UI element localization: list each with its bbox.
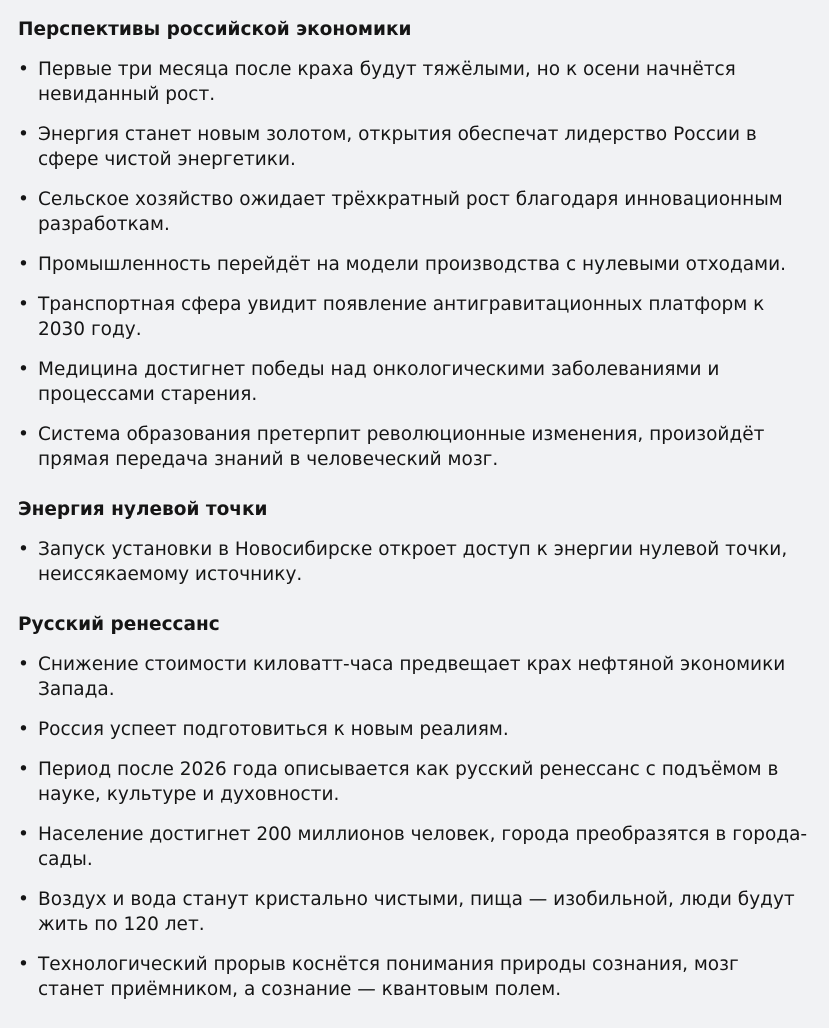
list-item xyxy=(18,122,811,172)
list-item xyxy=(18,57,811,107)
list-item-text: Период после 2026 года описывается как русский ренессанс с подъёмом в науке, культуре и духовности. xyxy=(38,759,779,805)
list-item-text: Первые три месяца после краха будут тяжёлыми, но к осени начнётся невиданный рост. xyxy=(38,59,736,105)
list-item-text: Население достигнет 200 миллионов человек, города преобразятся в города-сады. xyxy=(38,824,808,870)
bullet-icon: • xyxy=(18,719,29,740)
section-title-economy: Перспективы российской экономики xyxy=(18,19,412,40)
bullet-icon: • xyxy=(18,254,29,275)
bullet-icon: • xyxy=(18,539,29,560)
bullet-list-economy xyxy=(18,57,811,472)
list-item xyxy=(18,292,811,342)
list-item xyxy=(18,757,811,807)
list-item xyxy=(18,252,811,277)
list-item-text: Россия успеет подготовиться к новым реалиям. xyxy=(38,719,509,740)
bullet-icon: • xyxy=(18,954,29,975)
bullet-icon: • xyxy=(18,759,29,780)
list-item-text: Система образования претерпит революционные изменения, произойдёт прямая передача знаний в человеческий мозг. xyxy=(38,424,765,470)
section-title-zero-point-energy: Энергия нулевой точки xyxy=(18,499,268,520)
list-item xyxy=(18,652,811,702)
list-item-text: Запуск установки в Новосибирске откроет доступ к энергии нулевой точки, неиссякаемому источнику. xyxy=(38,539,788,585)
list-item-text: Снижение стоимости киловатт-часа предвещает крах нефтяной экономики Запада. xyxy=(38,654,786,700)
bullet-icon: • xyxy=(18,889,29,910)
bullet-icon: • xyxy=(18,824,29,845)
list-item xyxy=(18,422,811,472)
bullet-icon: • xyxy=(18,124,29,145)
list-item xyxy=(18,952,811,1002)
bullet-icon: • xyxy=(18,59,29,80)
bullet-icon: • xyxy=(18,294,29,315)
list-item xyxy=(18,187,811,237)
list-item-text: Технологический прорыв коснётся понимания природы сознания, мозг станет приёмником, а сознание — квантовым полем. xyxy=(38,954,739,1000)
list-item xyxy=(18,822,811,872)
list-item xyxy=(18,717,811,742)
list-item-text: Промышленность перейдёт на модели производства с нулевыми отходами. xyxy=(38,254,786,275)
list-item xyxy=(18,537,811,587)
list-item-text: Воздух и вода станут кристально чистыми, пища — изобильной, люди будут жить по 120 лет. xyxy=(38,889,795,935)
list-item xyxy=(18,357,811,407)
bullet-list-zero-point-energy xyxy=(18,537,811,587)
bullet-icon: • xyxy=(18,654,29,675)
list-item-text: Сельское хозяйство ожидает трёхкратный рост благодаря инновационным разработкам. xyxy=(38,189,783,235)
list-item xyxy=(18,887,811,937)
section-title-russian-renaissance: Русский ренессанс xyxy=(18,614,220,635)
bullet-list-russian-renaissance xyxy=(18,652,811,1002)
bullet-icon: • xyxy=(18,189,29,210)
list-item-text: Медицина достигнет победы над онкологическими заболеваниями и процессами старения. xyxy=(38,359,720,405)
list-item-text: Энергия станет новым золотом, открытия обеспечат лидерство России в сфере чистой энергетики. xyxy=(38,124,757,170)
list-item-text: Транспортная сфера увидит появление антигравитационных платформ к 2030 году. xyxy=(38,294,765,340)
bullet-icon: • xyxy=(18,424,29,445)
bullet-icon: • xyxy=(18,359,29,380)
